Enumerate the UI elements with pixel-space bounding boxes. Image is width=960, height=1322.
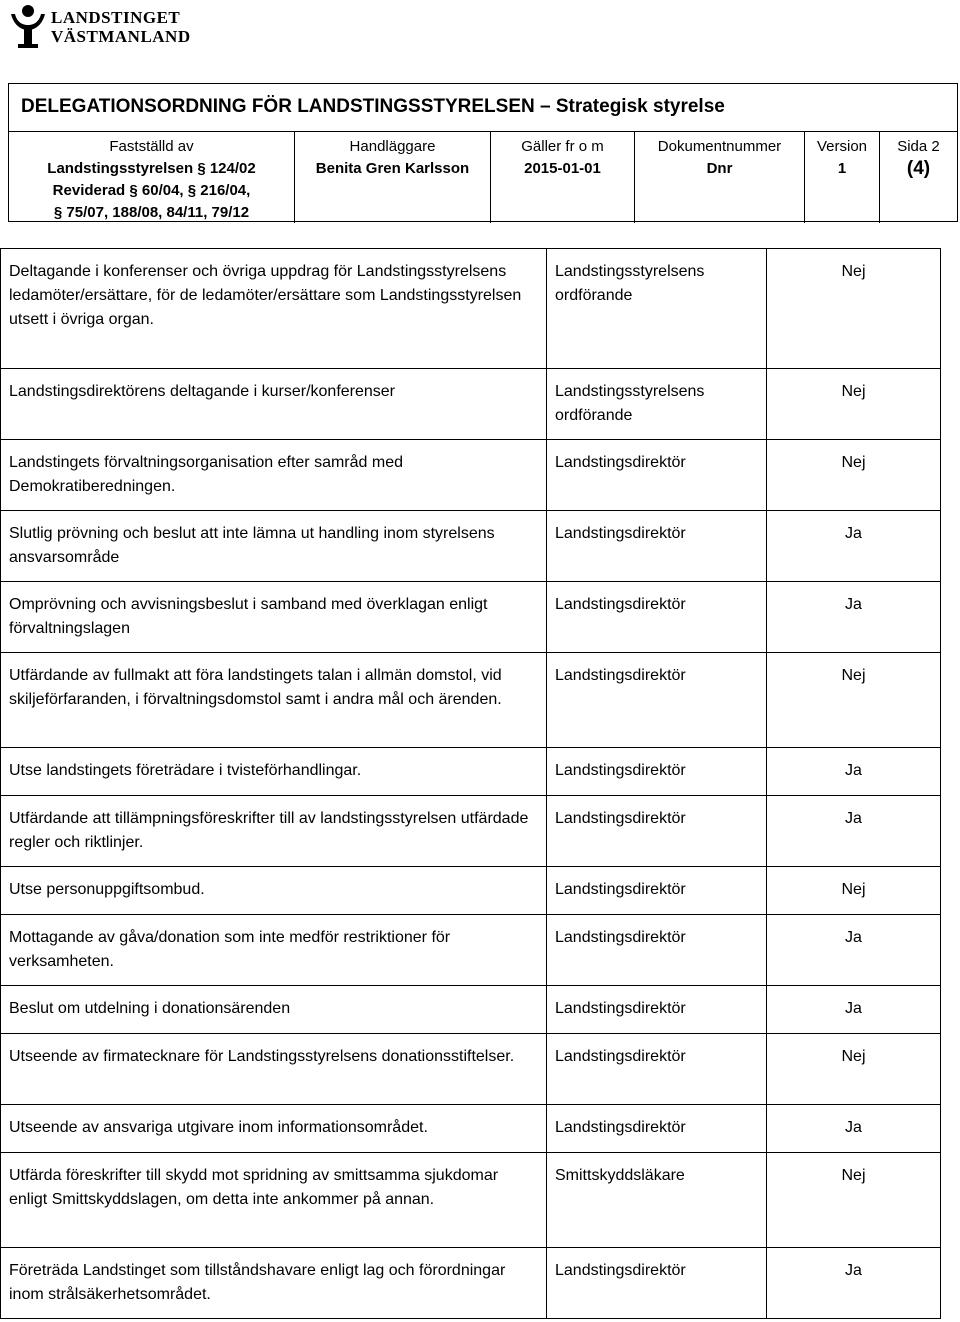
subject-cell: Beslut om utdelning i donationsärenden	[1, 986, 547, 1034]
delegate-cell: Landstingsstyrelsens ordförande	[547, 249, 767, 369]
delegate-cell: Landstingsdirektör	[547, 867, 767, 915]
delegate-cell: Landstingsdirektör	[547, 582, 767, 653]
delegate-cell: Landstingsdirektör	[547, 1034, 767, 1105]
table-row	[1, 440, 941, 511]
decision-cell: Ja	[767, 915, 941, 986]
logo-text	[51, 8, 191, 46]
handläggare-label: Handläggare	[349, 138, 436, 155]
delegate-cell: Landstingsdirektör	[547, 1105, 767, 1153]
delegate-cell: Landstingsdirektör	[547, 915, 767, 986]
decision-cell: Nej	[767, 249, 941, 369]
subject-cell: Mottagande av gåva/donation som inte medför restriktioner för verksamheten.	[1, 915, 547, 986]
delegate-cell: Landstingsdirektör	[547, 986, 767, 1034]
delegation-table	[0, 248, 941, 1319]
table-row	[1, 1105, 941, 1153]
delegate-cell: Landstingsdirektör	[547, 653, 767, 748]
handläggare-value: Benita Gren Karlsson	[315, 160, 470, 177]
subject-cell: Utse personuppgiftsombud.	[1, 867, 547, 915]
gäller-label: Gäller fr o m	[521, 138, 604, 155]
subject-cell: Företräda Landstinget som tillståndshavare enligt lag och förordningar inom strålsäkerhetsområdet.	[1, 1248, 547, 1319]
header-cell-fastställd	[9, 132, 295, 223]
subject-cell: Landstingets förvaltningsorganisation efter samråd med Demokratiberedningen.	[1, 440, 547, 511]
table-row	[1, 653, 941, 748]
fastställd-label: Fastställd av	[109, 138, 194, 155]
header-cell-sida	[880, 132, 957, 223]
subject-cell: Utse landstingets företrädare i tvisteförhandlingar.	[1, 748, 547, 796]
table-row	[1, 748, 941, 796]
fastställd-line-3: § 75/07, 188/08, 84/11, 79/12	[53, 204, 250, 221]
decision-cell: Ja	[767, 796, 941, 867]
decision-cell: Nej	[767, 1034, 941, 1105]
decision-cell: Nej	[767, 1153, 941, 1248]
fastställd-line-1: Landstingsstyrelsen § 124/02	[47, 160, 256, 177]
header-cell-dokumentnummer	[635, 132, 805, 223]
table-row	[1, 369, 941, 440]
table-row	[1, 1248, 941, 1319]
landstinget-logo-icon	[8, 4, 48, 50]
delegate-cell: Smittskyddsläkare	[547, 1153, 767, 1248]
decision-cell: Nej	[767, 440, 941, 511]
subject-cell: Utfärda föreskrifter till skydd mot spridning av smittsamma sjukdomar enligt Smittskyddslagen, om detta inte ankommer på annan.	[1, 1153, 547, 1248]
dokumentnummer-label: Dokumentnummer	[657, 138, 782, 155]
table-row	[1, 511, 941, 582]
document-title: DELEGATIONSORDNING FÖR LANDSTINGSSTYRELSEN – Strategisk styrelse	[21, 96, 725, 117]
header-cell-handläggare	[295, 132, 491, 223]
subject-cell: Deltagande i konferenser och övriga uppdrag för Landstingsstyrelsens ledamöter/ersättare, för de ledamöter/ersättare som Landstingsstyrelsen utsett i övriga organ.	[1, 249, 547, 369]
decision-cell: Ja	[767, 986, 941, 1034]
version-value: 1	[837, 160, 847, 177]
decision-cell: Ja	[767, 748, 941, 796]
decision-cell: Ja	[767, 511, 941, 582]
decision-cell: Nej	[767, 867, 941, 915]
delegate-cell: Landstingsdirektör	[547, 511, 767, 582]
delegation-table-body	[1, 249, 941, 1319]
fastställd-line-2: Reviderad § 60/04, § 216/04,	[52, 182, 251, 199]
decision-cell: Nej	[767, 369, 941, 440]
table-row	[1, 249, 941, 369]
header-cell-version	[805, 132, 880, 223]
table-row	[1, 796, 941, 867]
decision-cell: Ja	[767, 1248, 941, 1319]
delegate-cell: Landstingsdirektör	[547, 796, 767, 867]
decision-cell: Ja	[767, 582, 941, 653]
logo-line-1: LANDSTINGET	[51, 8, 181, 27]
delegate-cell: Landstingsstyrelsens ordförande	[547, 369, 767, 440]
header-meta-row	[9, 131, 957, 223]
sida-label: Sida 2	[897, 138, 940, 155]
subject-cell: Omprövning och avvisningsbeslut i samband med överklagan enligt förvaltningslagen	[1, 582, 547, 653]
logo-line-2: VÄSTMANLAND	[51, 27, 191, 46]
table-row	[1, 1153, 941, 1248]
subject-cell: Utseende av ansvariga utgivare inom informationsområdet.	[1, 1105, 547, 1153]
subject-cell: Utfärdande att tillämpningsföreskrifter till av landstingsstyrelsen utfärdade regler och riktlinjer.	[1, 796, 547, 867]
subject-cell: Utfärdande av fullmakt att föra landstingets talan i allmän domstol, vid skiljeförfaranden, i förvaltningsdomstol samt i andra mål och ärenden.	[1, 653, 547, 748]
table-row	[1, 1034, 941, 1105]
delegate-cell: Landstingsdirektör	[547, 440, 767, 511]
delegate-cell: Landstingsdirektör	[547, 1248, 767, 1319]
delegate-cell: Landstingsdirektör	[547, 748, 767, 796]
dokumentnummer-value: Dnr	[706, 160, 733, 177]
document-header	[8, 83, 958, 222]
table-row	[1, 582, 941, 653]
table-row	[1, 986, 941, 1034]
header-cell-gäller	[491, 132, 635, 223]
version-label: Version	[816, 138, 868, 155]
subject-cell: Slutlig prövning och beslut att inte lämna ut handling inom styrelsens ansvarsområde	[1, 511, 547, 582]
organization-logo	[8, 4, 191, 52]
subject-cell: Utseende av firmatecknare för Landstingsstyrelsens donationsstiftelser.	[1, 1034, 547, 1105]
subject-cell: Landstingsdirektörens deltagande i kurser/konferenser	[1, 369, 547, 440]
sida-value: (4)	[906, 158, 931, 179]
table-row	[1, 867, 941, 915]
decision-cell: Ja	[767, 1105, 941, 1153]
gäller-value: 2015-01-01	[524, 160, 601, 177]
decision-cell: Nej	[767, 653, 941, 748]
table-row	[1, 915, 941, 986]
